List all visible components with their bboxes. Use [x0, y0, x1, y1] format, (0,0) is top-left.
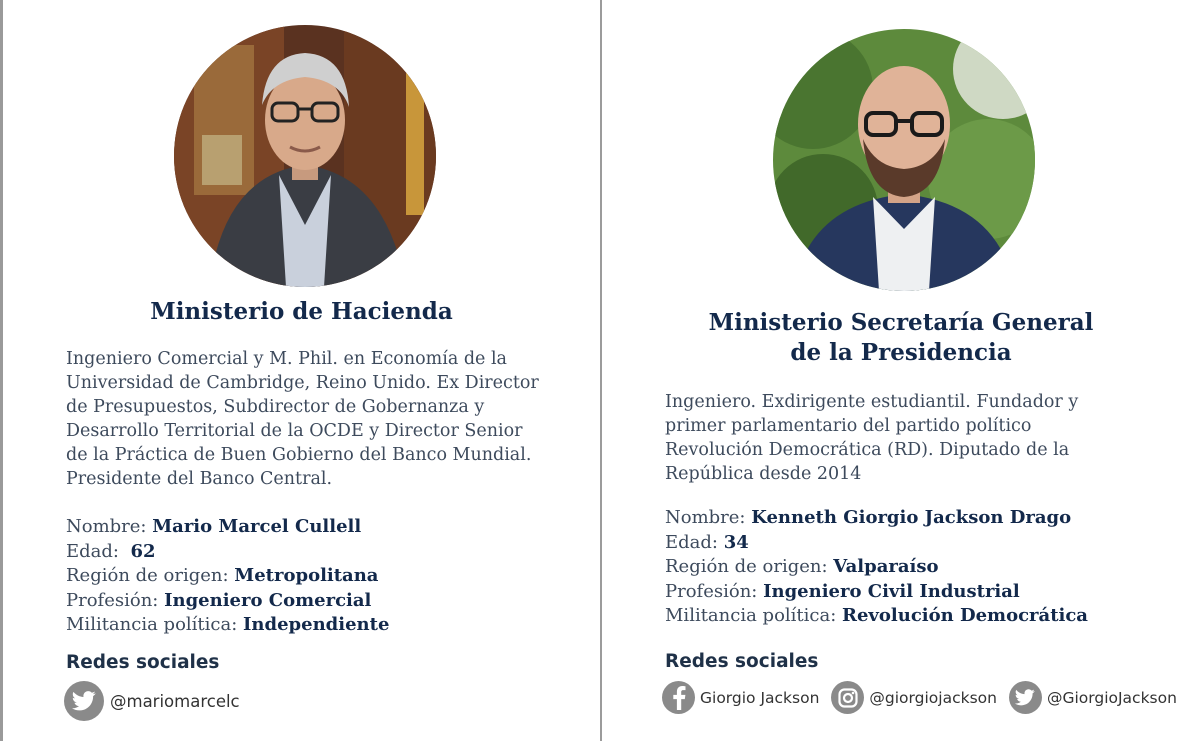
social-heading: Redes sociales [66, 652, 220, 673]
ministry-title: Ministerio de Hacienda [150, 298, 453, 325]
fact-value: Independiente [243, 614, 390, 636]
fact-label: Edad: [66, 540, 131, 562]
facebook-icon[interactable] [662, 681, 695, 714]
social-handle: @mariomarcelc [110, 691, 240, 711]
profile-card-hacienda [3, 0, 600, 741]
fact-value: 62 [130, 540, 156, 562]
fact-label: Militancia política: [665, 605, 843, 627]
social-links [662, 681, 1189, 714]
fact-value: Valparaíso [833, 556, 939, 578]
fact-value: Kenneth Giorgio Jackson Drago [751, 507, 1072, 528]
biography-text: Ingeniero. Exdirigente estudiantil. Fundador y primer parlamentario del partido político Revolución Democrática (RD). Diputado de la República desde 2014 [665, 392, 1079, 484]
social-links [64, 681, 252, 721]
portrait-photo [174, 25, 436, 287]
instagram-link[interactable] [831, 681, 997, 714]
fact-label: Región de origen: [665, 556, 834, 578]
fact-party [66, 613, 389, 638]
fact-party [665, 604, 1088, 629]
profile-card-segpres [602, 0, 1200, 741]
profile-facts [665, 506, 1088, 629]
social-handle: Giorgio Jackson [700, 688, 820, 707]
fact-value: Ingeniero Comercial [164, 589, 372, 611]
fact-profession [665, 580, 1088, 605]
fact-region [66, 564, 389, 589]
fact-label: Profesión: [66, 589, 165, 611]
social-heading: Redes sociales [665, 651, 819, 672]
fact-age [665, 531, 1088, 556]
ministry-title: Ministerio Secretaría General de la Presidencia [708, 309, 1094, 366]
fact-value: 34 [723, 531, 749, 553]
twitter-link[interactable] [1009, 681, 1177, 714]
fact-label: Región de origen: [66, 565, 235, 587]
fact-label: Nombre: [665, 507, 752, 528]
fact-value: Mario Marcel Cullell [152, 516, 362, 537]
twitter-icon[interactable] [64, 681, 104, 721]
portrait-photo [773, 29, 1035, 291]
fact-value: Revolución Democrática [842, 605, 1088, 627]
biography-text: Ingeniero Comercial y M. Phil. en Economía de la Universidad de Cambridge, Reino Unido. Ex Director de Presupuestos, Subdirector de Gobernanza y Desarrollo Territorial de la OCDE y Director Senior de la Práctica de Buen Gobierno del Banco Mundial. Presidente del Banco Central. [66, 349, 539, 489]
fact-name [66, 515, 389, 540]
fact-label: Nombre: [66, 516, 153, 537]
facebook-link[interactable] [662, 681, 819, 714]
profile-facts [66, 515, 389, 638]
fact-region [665, 555, 1088, 580]
fact-profession [66, 589, 389, 614]
social-handle: @giorgiojackson [869, 688, 997, 707]
fact-value: Metropolitana [234, 565, 379, 587]
fact-label: Militancia política: [66, 614, 244, 636]
fact-label: Profesión: [665, 580, 764, 602]
twitter-icon[interactable] [1009, 681, 1042, 714]
twitter-link[interactable] [64, 681, 240, 721]
fact-age [66, 540, 389, 565]
social-handle: @GiorgioJackson [1046, 688, 1177, 707]
fact-label: Edad: [665, 531, 724, 553]
fact-value: Ingeniero Civil Industrial [763, 580, 1020, 602]
fact-name [665, 506, 1088, 531]
instagram-icon[interactable] [831, 681, 864, 714]
